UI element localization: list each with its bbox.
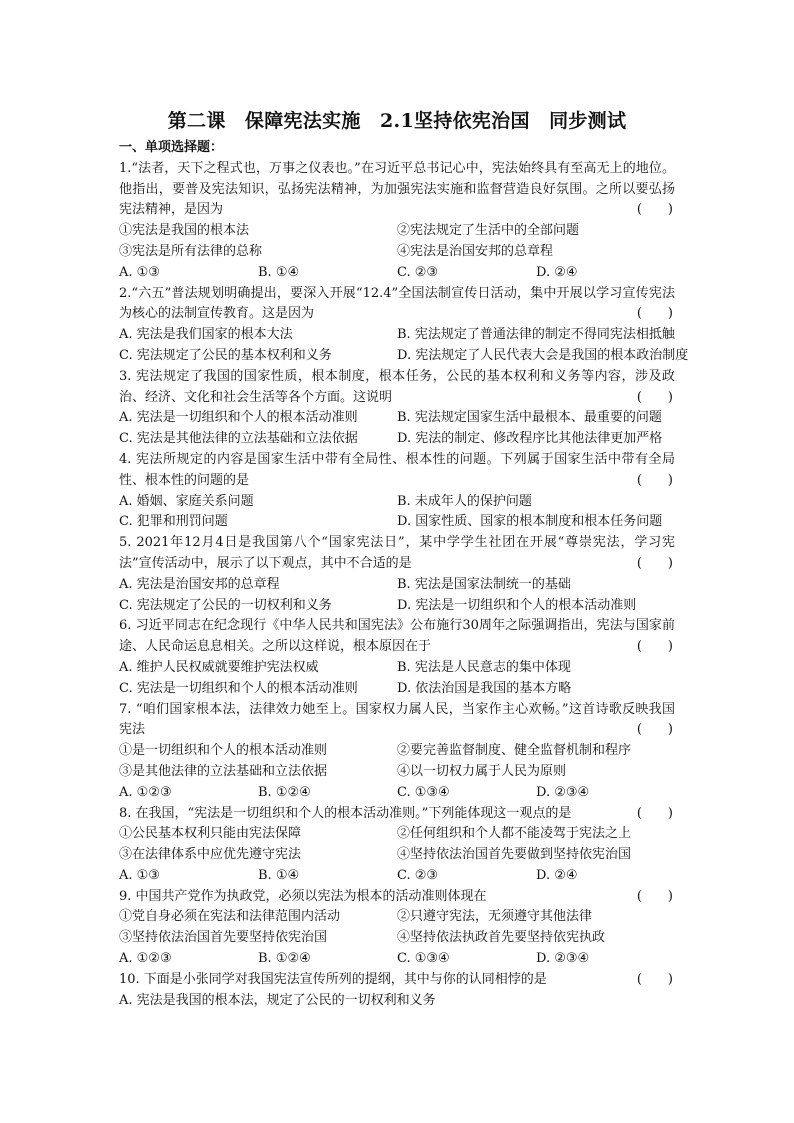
option-row xyxy=(119,512,675,533)
statement-item: ①党自身必须在宪法和法律范围内活动 xyxy=(119,909,341,925)
statement-item: ①公民基本权利只能由宪法保障 xyxy=(119,826,302,842)
answer-blank[interactable]: ( ) xyxy=(636,555,673,571)
question-block xyxy=(119,700,675,804)
option-row xyxy=(119,429,675,450)
question-block xyxy=(119,284,689,367)
option-row xyxy=(119,679,675,700)
statement-item: ④坚持依法治国首先要做到坚持依宪治国 xyxy=(397,847,632,863)
answer-option[interactable]: B. 宪法是人民意志的集中体现 xyxy=(397,659,571,675)
answer-option[interactable]: D. 依法治国是我国的基本方略 xyxy=(397,680,572,696)
statement-row xyxy=(119,741,675,762)
answer-option[interactable]: C. 宪法是一切组织和个人的根本活动准则 xyxy=(119,680,358,696)
answer-option[interactable]: A. 宪法是我国的根本法，规定了公民的一切权利和义务 xyxy=(119,992,436,1008)
answer-option[interactable]: A. 宪法是治国安邦的总章程 xyxy=(119,576,280,592)
answer-option[interactable]: A. ①③ xyxy=(119,264,160,280)
answer-option[interactable]: D. 宪法是一切组织和个人的根本活动准则 xyxy=(397,597,637,613)
question-block xyxy=(119,970,675,1012)
answer-option[interactable]: B. 未成年人的保护问题 xyxy=(397,493,532,509)
answer-option[interactable]: C. 宪法规定了公民的一切权利和义务 xyxy=(119,597,332,613)
answer-option[interactable]: D. ②③④ xyxy=(536,784,590,800)
answer-option[interactable]: D. 国家性质、国家的根本制度和根本任务问题 xyxy=(397,514,663,530)
statement-item: ②要完善监督制度、健全监督机制和程序 xyxy=(397,743,632,759)
answer-option[interactable]: D. ②④ xyxy=(536,264,578,280)
question-stem xyxy=(119,159,675,221)
statement-item: ④坚持依法执政首先要坚持依宪执政 xyxy=(397,930,606,946)
statement-item: ④宪法是治国安邦的总章程 xyxy=(397,243,554,259)
option-row xyxy=(119,408,675,429)
answer-option[interactable]: C. 犯罪和刑罚问题 xyxy=(119,514,228,530)
answer-option[interactable]: C. 宪法规定了公民的基本权利和义务 xyxy=(119,347,332,363)
statement-item: ①宪法是我国的根本法 xyxy=(119,223,250,239)
question-text: 7. “咱们国家根本法，法律效力她至上。国家权力属人民，当家作主心欢畅。”这首诗歌反映我国宪法 xyxy=(119,701,675,738)
answer-option[interactable]: B. 宪法是国家法制统一的基础 xyxy=(397,576,571,592)
statement-item: ④以一切权力属于人民为原则 xyxy=(397,763,567,779)
question-text: 1.“法者，天下之程式也，万事之仪表也。”在习近平总书记心中，宪法始终具有至高无上的地位。他指出，要普及宪法知识，弘扬宪法精神，为加强宪法实施和监督营造良好氛围。之所以要弘扬宪法精神，是因为 xyxy=(119,160,675,218)
answer-blank[interactable]: ( ) xyxy=(636,722,673,738)
answer-option[interactable]: A. ①②③ xyxy=(119,951,172,967)
question-block xyxy=(119,450,675,533)
option-row xyxy=(119,263,675,284)
statement-item: ③坚持依法治国首先要坚持依宪治国 xyxy=(119,930,328,946)
question-text: 2.“六五”普法规划明确提出，要深入开展“12.4”全国法制宣传日活动，集中开展以学习宣传宪法为核心的法制宣传教育。这是因为 xyxy=(119,285,675,322)
question-stem xyxy=(119,804,675,825)
option-row xyxy=(119,783,675,804)
answer-blank[interactable]: ( ) xyxy=(636,639,673,655)
option-row xyxy=(119,596,675,617)
page-title: 第二课 保障宪法实施 2.1坚持依宪治国 同步测试 xyxy=(167,110,627,132)
answer-option[interactable]: D. 宪法的制定、修改程序比其他法律更加严格 xyxy=(397,431,663,447)
question-text: 9. 中国共产党作为执政党，必须以宪法为根本的活动准则体现在 xyxy=(119,888,487,904)
statement-item: ①是一切组织和个人的根本活动准则 xyxy=(119,743,328,759)
statement-item: ②只遵守宪法，无须遵守其他法律 xyxy=(397,909,593,925)
question-block xyxy=(119,887,675,970)
answer-option[interactable]: A. 婚姻、家庭关系问题 xyxy=(119,493,254,509)
statement-row xyxy=(119,824,675,845)
answer-option[interactable]: A. ①②③ xyxy=(119,784,172,800)
question-block xyxy=(119,804,675,887)
question-stem xyxy=(119,450,675,492)
answer-option[interactable]: D. 宪法规定了人民代表大会是我国的根本政治制度 xyxy=(397,347,689,363)
option-row xyxy=(119,325,675,346)
answer-option[interactable]: C. ①③④ xyxy=(397,784,450,800)
question-stem xyxy=(119,970,675,991)
answer-option[interactable]: C. ②③ xyxy=(397,867,439,883)
question-stem xyxy=(119,887,675,908)
option-row xyxy=(119,346,689,367)
option-row xyxy=(119,492,675,513)
answer-option[interactable]: B. 宪法规定国家生活中最根本、最重要的问题 xyxy=(397,410,662,426)
answer-option[interactable]: A. 宪法是我们国家的根本大法 xyxy=(119,327,293,343)
option-row xyxy=(119,866,675,887)
option-row xyxy=(119,658,675,679)
answer-option[interactable]: C. ①③④ xyxy=(397,951,450,967)
statement-item: ②宪法规定了生活中的全部问题 xyxy=(397,223,580,239)
question-stem xyxy=(119,700,675,742)
statement-item: ③是其他法律的立法基础和立法依据 xyxy=(119,763,328,779)
question-text: 10. 下面是小张同学对我国宪法宣传所列的提纲，其中与你的认同相悖的是 xyxy=(119,971,547,987)
answer-option[interactable]: B. ①④ xyxy=(258,867,300,883)
answer-blank[interactable]: ( ) xyxy=(636,971,673,987)
question-block xyxy=(119,616,675,699)
statement-row xyxy=(119,845,675,866)
answer-option[interactable]: C. ②③ xyxy=(397,264,439,280)
question-block xyxy=(119,533,675,616)
section-heading: 一、单项选择题： xyxy=(119,140,224,155)
answer-blank[interactable]: ( ) xyxy=(636,306,673,322)
answer-option[interactable]: B. ①②④ xyxy=(258,951,311,967)
statement-item: ③宪法是所有法律的总称 xyxy=(119,243,263,259)
answer-blank[interactable]: ( ) xyxy=(636,805,673,821)
answer-option[interactable]: B. ①④ xyxy=(258,264,300,280)
answer-blank[interactable]: ( ) xyxy=(636,202,673,218)
statement-item: ③在法律体系中应优先遵守宪法 xyxy=(119,847,302,863)
question-stem xyxy=(119,284,675,326)
statement-row xyxy=(119,928,675,949)
answer-blank[interactable]: ( ) xyxy=(636,888,673,904)
answer-option[interactable]: A. 维护人民权威就要维护宪法权威 xyxy=(119,659,319,675)
question-stem xyxy=(119,616,675,658)
question-list xyxy=(119,138,689,1011)
question-text: 5. 2021年12月4日是我国第八个“国家宪法日”，某中学学生社团在开展“尊崇宪法，学习宪法”宣传活动中，展示了以下观点，其中不合适的是 xyxy=(119,535,675,571)
answer-option[interactable]: B. 宪法规定了普通法律的制定不得同宪法相抵触 xyxy=(397,327,675,343)
statement-row xyxy=(119,762,675,783)
answer-option[interactable]: D. ②③④ xyxy=(536,951,590,967)
option-row xyxy=(119,575,675,596)
answer-option[interactable]: A. ①③ xyxy=(119,867,160,883)
question-stem xyxy=(119,533,675,575)
statement-item: ②任何组织和个人都不能凌驾于宪法之上 xyxy=(397,826,632,842)
question-stem xyxy=(119,367,675,409)
statement-row xyxy=(119,907,675,928)
question-block xyxy=(119,367,675,450)
answer-blank[interactable]: ( ) xyxy=(636,389,673,405)
question-text: 8. 在我国，“宪法是一切组织和个人的根本活动准则。”下列能体现这一观点的是 xyxy=(119,805,572,821)
answer-blank[interactable]: ( ) xyxy=(636,472,673,488)
statement-row xyxy=(119,242,675,263)
question-text: 3. 宪法规定了我国的国家性质，根本制度，根本任务，公民的基本权利和义务等内容，涉及政治、经济、文化和社会生活等各个方面。这说明 xyxy=(119,368,675,405)
answer-option[interactable]: D. ②④ xyxy=(536,867,578,883)
question-text: 6. 习近平同志在纪念现行《中华人民共和国宪法》公布施行30周年之际强调指出，宪法与国家前途、人民命运息息相关。之所以这样说，根本原因在于 xyxy=(119,618,675,655)
question-text: 4. 宪法所规定的内容是国家生活中带有全局性、根本性的问题。下列属于国家生活中带有全局性、根本性的问题的是 xyxy=(119,451,675,488)
answer-option[interactable]: C. 宪法是其他法律的立法基础和立法依据 xyxy=(119,431,358,447)
statement-row xyxy=(119,221,675,242)
question-block xyxy=(119,159,675,284)
answer-option[interactable]: A. 宪法是一切组织和个人的根本活动准则 xyxy=(119,410,358,426)
option-row xyxy=(119,949,675,970)
answer-option[interactable]: B. ①②④ xyxy=(258,784,311,800)
